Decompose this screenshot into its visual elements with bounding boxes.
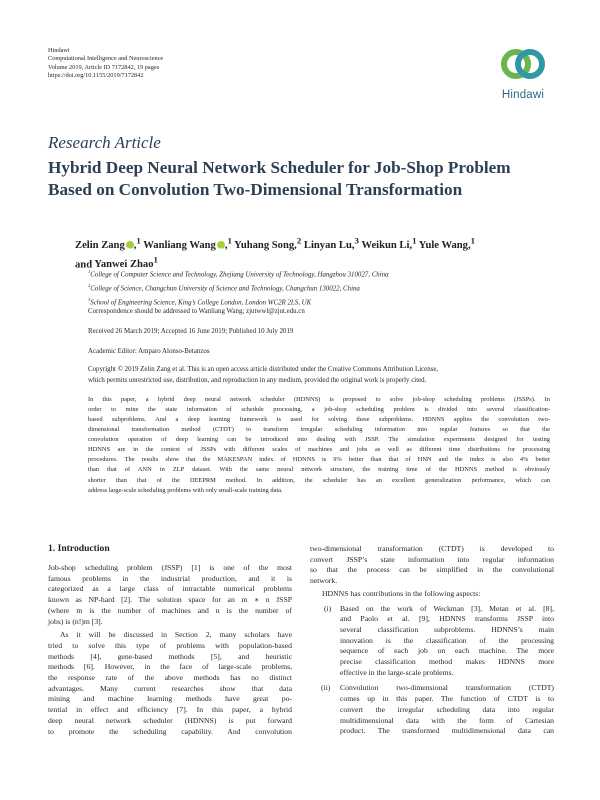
- text-line: precise classification method makes HDNNS more: [340, 657, 554, 667]
- author-conjunction: and: [75, 259, 93, 271]
- article-title: [48, 157, 558, 200]
- text-line: As it will be discussed in Section 2, many scholars have: [60, 630, 292, 640]
- abstract-line: shorter than that of the DEEPRM method. In addition, the scheduler has an excellent generalization performance, which can: [88, 476, 550, 484]
- copyright-line: which permits unrestricted use, distribution, and reproduction in any medium, provided the original work is properly cited.: [88, 377, 427, 384]
- author: Linyan Lu,$^3$: [303, 235, 359, 251]
- publication-dates: Received 26 March 2019; Accepted 16 June 2019; Published 10 July 2019: [88, 328, 294, 335]
- abstract-line: In this paper, a hybrid deep neural network scheduler (HDNNS) is proposed to solve job-shop scheduling problems (JSSPs). In: [88, 396, 550, 403]
- left-column: [48, 563, 292, 737]
- text-line: jobs) is (n!)m [3].: [48, 616, 103, 626]
- text-line: convert JSSP’s state information into regular information: [310, 554, 554, 564]
- text-line: Based on the work of Weckman [3], Metan et al. [8],: [340, 603, 554, 613]
- text-line: methods [4], gene-based methods [5], and heuristic: [48, 651, 292, 661]
- text-line: Convolution two-dimensional transformation (CTDT): [340, 683, 554, 693]
- text-line: mining and machine learning methods have great po-: [48, 694, 292, 704]
- copyright-notice: [88, 364, 550, 386]
- affiliation: $^2$College of Science, Changchun University of Science and Technology, Changchun 130022, China: [88, 282, 360, 293]
- author: Weikun Li,$^1$: [361, 235, 417, 251]
- author: Wanliang WangiD ,$^1$: [143, 240, 232, 251]
- volume-line: Volume 2019, Article ID 7172842, 19 pages: [48, 63, 160, 71]
- abstract-line: HDNNS are in the context of JSSPs with different scales of machines and jobs as well as different time distributions for processing: [88, 446, 550, 454]
- text-line: famous problems in the industrial production, and it is: [48, 573, 292, 583]
- author: Zelin ZangiD ,$^1$: [75, 240, 141, 251]
- affiliation: $^3$School of Engineering Science, King’s College London, London WC2R 2LS, UK: [88, 296, 312, 306]
- text-line: multidimensional data with the form of Cartesian: [340, 715, 554, 725]
- text-line: to promote the scheduling capability. And convolution: [48, 726, 292, 736]
- paragraph: [48, 630, 292, 737]
- author: Yanwei Zhao$^1$: [94, 254, 158, 271]
- text-line: tential in effect and efficiency [7]. In this paper, a hybrid: [48, 705, 292, 715]
- paragraph: [310, 544, 554, 587]
- copyright-line: Copyright © 2019 Zelin Zang et al. This is an open access article distributed under the Creative Commons Attribution License,: [88, 366, 439, 373]
- text-line: categorized as a large class of intractable numerical problems: [48, 584, 292, 594]
- contribution-item: [310, 683, 554, 737]
- text-line: so that the process can be simplified in the convolutional: [310, 565, 554, 575]
- text-line: Job-shop scheduling problem (JSSP) [1] is one of the most: [48, 563, 292, 572]
- hindawi-logo: [494, 44, 552, 106]
- abstract-line: order to mine the state information of schedule processing, a job-shop scheduling problem is divided into several classification-: [88, 406, 550, 414]
- abstract-line: dimensional transformation method (CTDT) to transform irregular scheduling information into regular features so that the: [88, 426, 550, 434]
- text-line: effective in the large-scale problems.: [340, 667, 454, 677]
- text-line: advantages. Many current researches show that data: [48, 683, 292, 693]
- affiliation: $^1$College of Computer Science and Technology, Zhejiang University of Technology, Hangzhou 310027, China: [88, 269, 389, 279]
- text-line: tried to solve this type of problems with population-based: [48, 640, 292, 650]
- logo-text: Hindawi: [501, 89, 545, 101]
- abstract-line: address large-scale scheduling problems with only small-scale training data.: [88, 486, 283, 494]
- text-line: and Paolo et al. [9], HDNNS transforms JSSP into: [340, 614, 554, 624]
- abstract: [88, 395, 550, 496]
- abstract-line: convolution operation of deep learning can be introduced into dealing with JSSP. The simulation experiments designed for testing: [88, 436, 550, 444]
- text-line: the response rate of the above methods has no distinct: [48, 673, 292, 683]
- contributions-intro: HDNNS has contributions in the following aspects:: [322, 588, 481, 598]
- text-line: product. The transformed multidimensional data can: [340, 726, 554, 736]
- abstract-line: procedures. The results show that the MAKESPAN index of HDNNS is 9% better than that of HNN and the index is also 4% better: [88, 456, 550, 464]
- text-line: network.: [310, 576, 338, 586]
- text-line: several classification subproblems. HDNNS’s main: [340, 624, 554, 634]
- right-column: [310, 544, 554, 737]
- contribution-item: [310, 604, 554, 679]
- item-number: (ii): [321, 683, 331, 693]
- orcid-icon[interactable]: [126, 241, 134, 249]
- correspondence: Correspondence should be addressed to Wanliang Wang; zjutwwl@zjut.edu.cn: [88, 308, 305, 315]
- text-line: (where m is the number of machines and n is the number of: [48, 605, 292, 615]
- academic-editor: Academic Editor: Amparo Alonso-Betanzos: [88, 348, 210, 355]
- text-line: convert the irregular scheduling data into regular: [340, 704, 554, 714]
- author: Yuhang Song,$^2$: [234, 235, 302, 251]
- text-line: deep neural network scheduler (HDNNS) is put forward: [48, 715, 292, 725]
- text-line: comes up in this paper. The function of CTDT is to: [340, 694, 554, 704]
- text-line: sequence of each job on each machine. The more: [340, 646, 554, 656]
- abstract-line: based subproblems. And a deep learning framework is used for solving these subproblems. HDNNS applies the convolution two-: [88, 416, 550, 424]
- item-number: (i): [324, 603, 332, 613]
- title-line: Hybrid Deep Neural Network Scheduler for Job-Shop Problem: [48, 158, 511, 177]
- journal-info: [48, 47, 163, 80]
- title-line: Based on Convolution Two-Dimensional Transformation: [48, 179, 463, 199]
- affiliations: [88, 267, 389, 308]
- doi-link[interactable]: https://doi.org/10.1155/2019/7172842: [48, 71, 144, 79]
- orcid-icon[interactable]: [217, 241, 225, 249]
- article-type: Research Article: [48, 133, 161, 152]
- abstract-line: than that of ANN in ZLP dataset. With the same neural network structure, the training time of the HDNNS method is obviously: [88, 466, 550, 474]
- journal-name: Computational Intelligence and Neuroscience: [48, 55, 164, 63]
- text-line: two-dimensional transformation (CTDT) is developed to: [310, 544, 554, 553]
- text-line: innovation is the classification of the processing: [340, 635, 554, 645]
- author: Yule Wang,$^1$: [418, 235, 476, 251]
- paragraph: [48, 563, 292, 627]
- text-line: known as NP-hard [2]. The solution space for an m ∗ n JSSP: [48, 595, 292, 605]
- hindawi-logo-icon: [500, 44, 546, 84]
- section-heading: 1. Introduction: [48, 543, 110, 554]
- publisher-name: Hindawi: [48, 47, 70, 54]
- text-line: methods [6]. However, in the face of large-scale problems,: [48, 662, 292, 672]
